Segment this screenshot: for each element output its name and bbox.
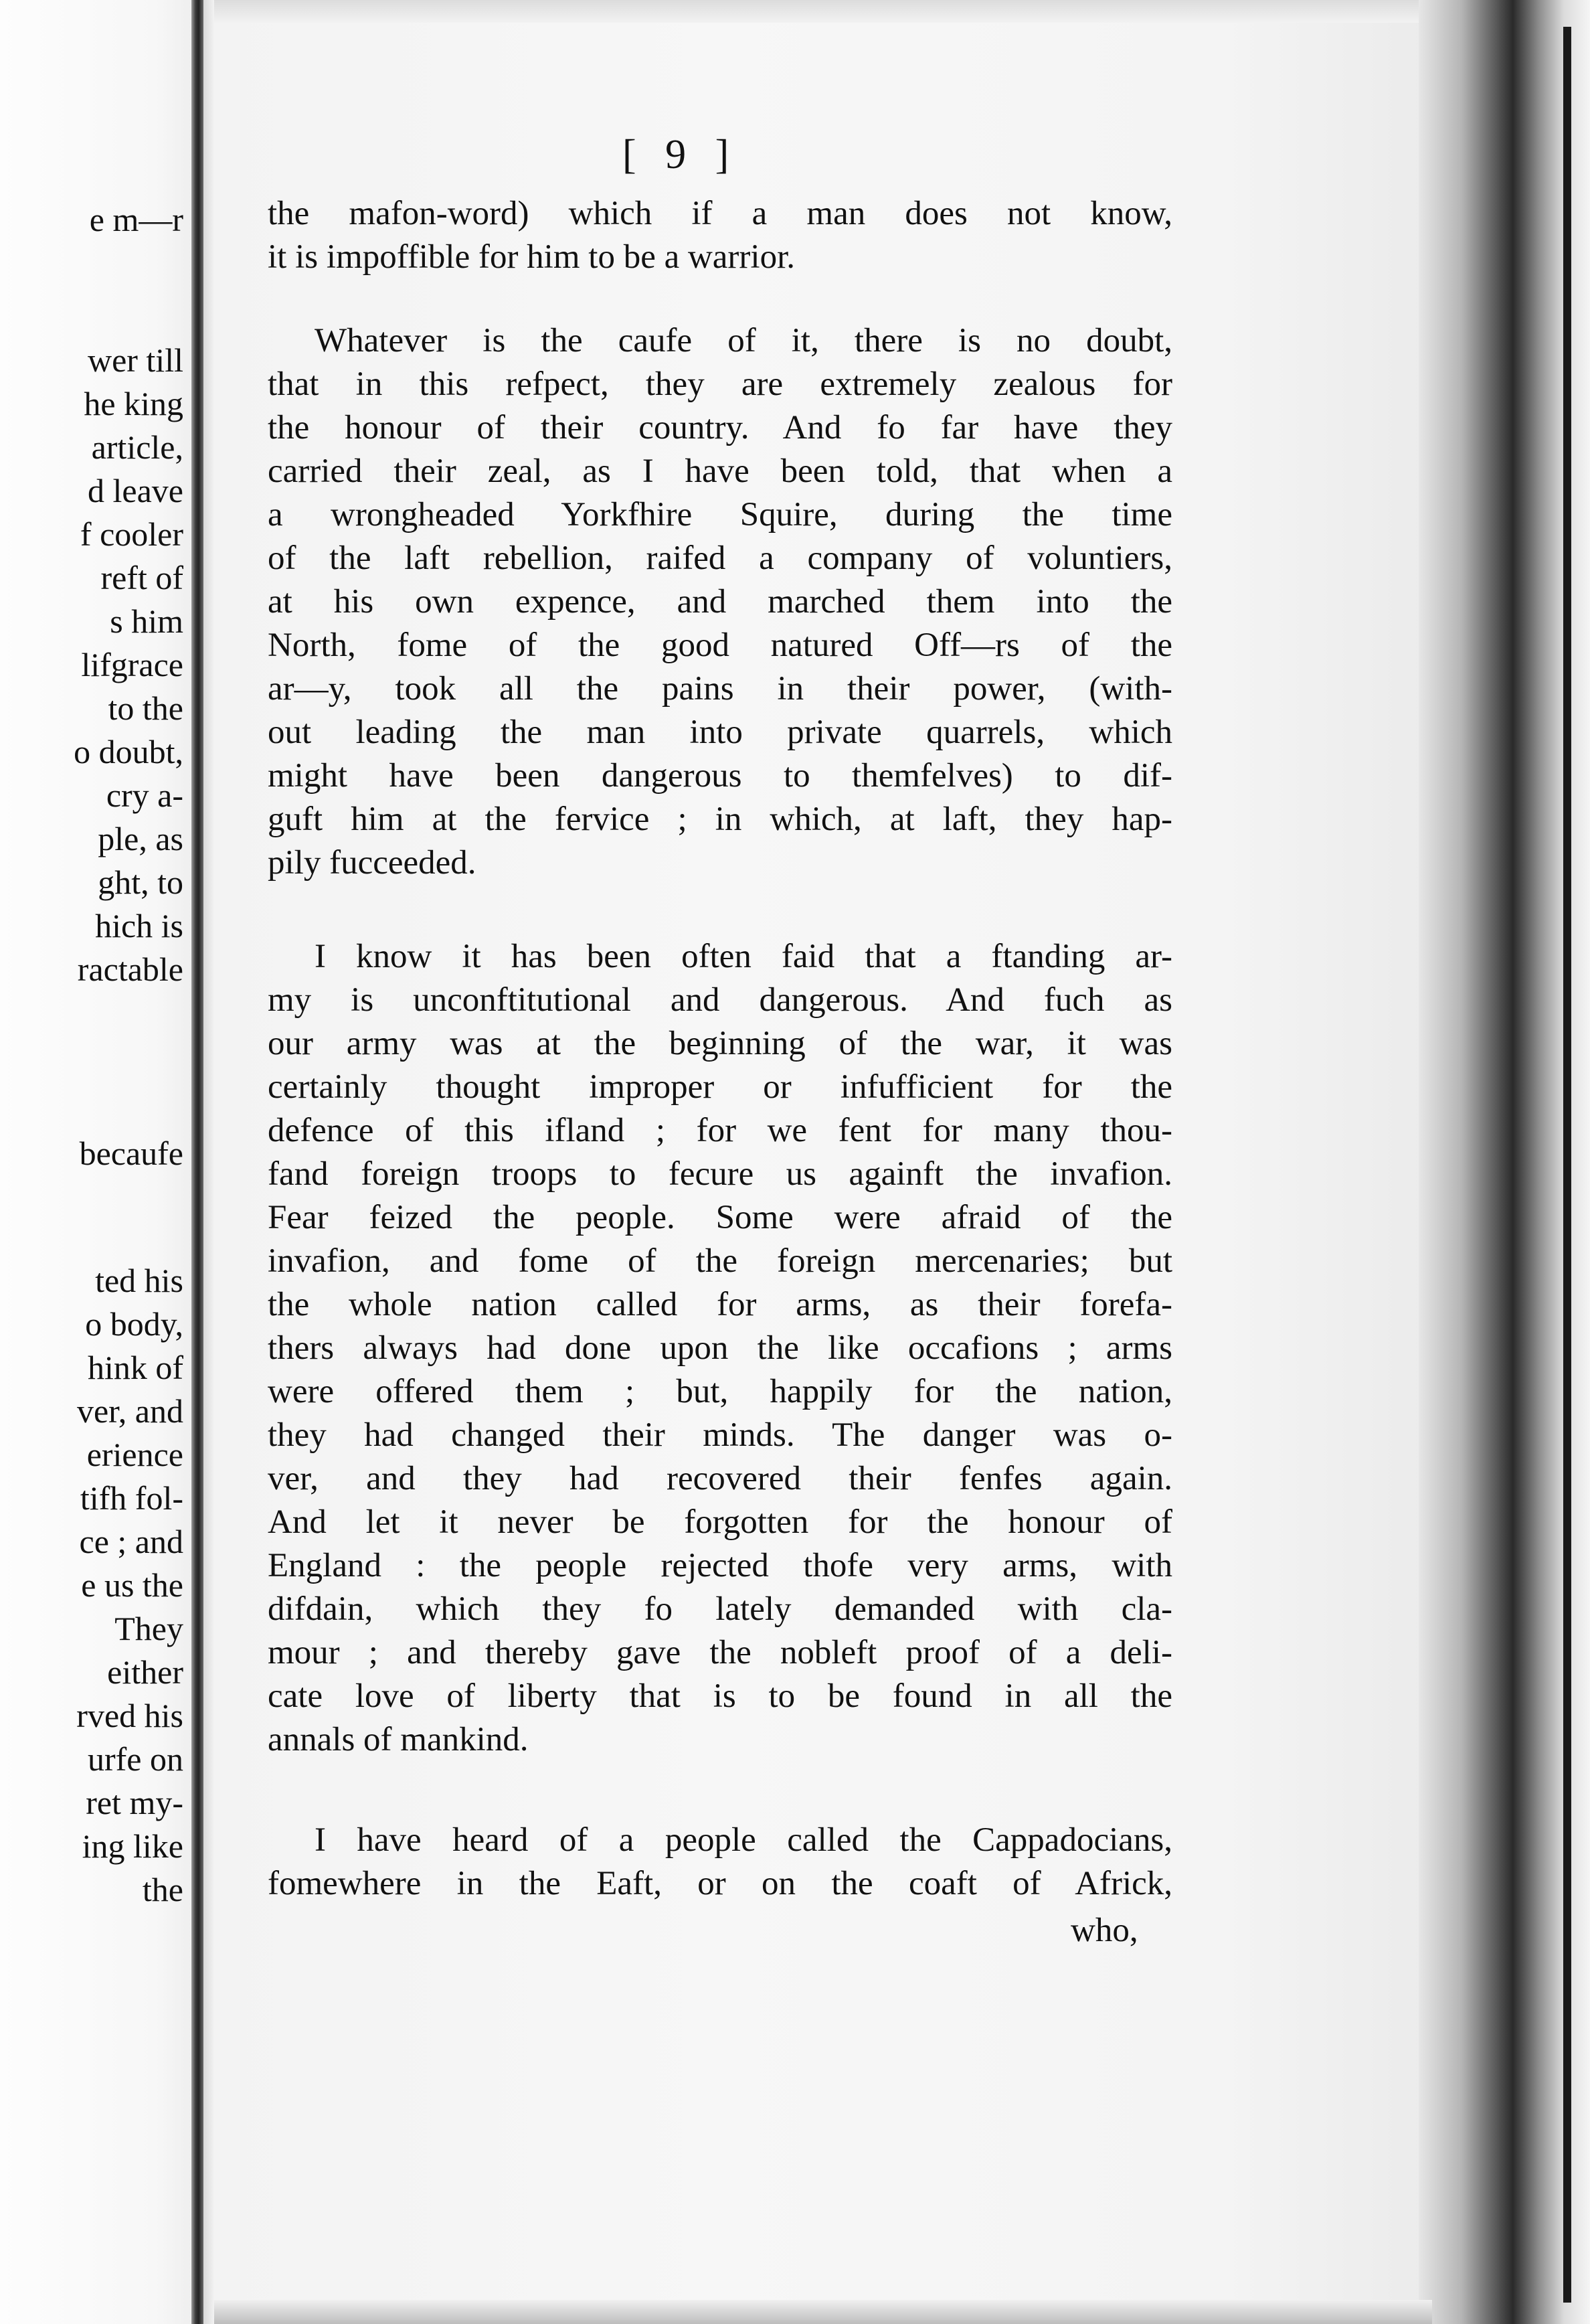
page-bottom-shadow	[214, 2300, 1432, 2324]
left-page-fragment: reft of	[100, 559, 183, 596]
left-page-fragment: o body,	[85, 1305, 183, 1343]
text-line: difdain, which they fo lately demanded with cla-	[268, 1590, 1172, 1628]
left-page-fragment: ght, to	[98, 863, 183, 901]
left-facing-page	[0, 0, 195, 2324]
text-line: annals of mankind.	[268, 1721, 529, 1758]
text-line: our army was at the beginning of the war, it was	[268, 1025, 1172, 1062]
text-line: I have heard of a people called the Cappadocians,	[315, 1821, 1172, 1859]
binding-shadow	[191, 0, 203, 2324]
left-page-fragment: s him	[110, 602, 183, 640]
text-line: ar—y, took all the pains in their power, (with-	[268, 670, 1172, 708]
left-page-fragment: d leave	[88, 472, 183, 509]
left-page-fragment: to the	[108, 689, 183, 727]
left-page-fragment: hich is	[95, 907, 183, 944]
text-line: fomewhere in the Eaft, or on the coaft of Africk,	[268, 1865, 1172, 1902]
text-line: they had changed their minds. The danger was o-	[268, 1416, 1172, 1454]
left-page-fragment: tifh fol-	[80, 1479, 183, 1517]
left-page-fragment: urfe on	[88, 1740, 183, 1778]
left-page-fragment: e us the	[81, 1566, 183, 1604]
left-page-fragment: ret my-	[86, 1784, 183, 1821]
page-top-shadow	[214, 0, 1419, 23]
text-line: carried their zeal, as I have been told, that when a	[268, 452, 1172, 490]
text-line: certainly thought improper or infufficient for the	[268, 1068, 1172, 1106]
text-line: cate love of liberty that is to be found in all the	[268, 1677, 1172, 1715]
text-line: Whatever is the caufe of it, there is no doubt,	[315, 322, 1172, 359]
left-page-fragment: wer till	[87, 341, 183, 379]
left-page-fragment: ted his	[95, 1262, 183, 1299]
left-page-fragment: becaufe	[79, 1135, 183, 1172]
text-line: a wrongheaded Yorkfhire Squire, during the time	[268, 496, 1172, 533]
text-line: it is impoffible for him to be a warrior.	[268, 238, 795, 276]
text-line: might have been dangerous to themfelves) to dif-	[268, 757, 1172, 795]
text-line: pily fucceeded.	[268, 844, 476, 882]
text-line: the honour of their country. And fo far have they	[268, 409, 1172, 446]
text-line: that in this refpect, they are extremely zealous for	[268, 365, 1172, 403]
text-line: North, fome of the good natured Off—rs of the	[268, 627, 1172, 664]
left-page-fragment: lifgrace	[81, 646, 183, 683]
left-page-fragment: article,	[91, 428, 183, 466]
left-page-fragment: e m—r	[89, 201, 183, 238]
text-line: fand foreign troops to fecure us againft the invafion.	[268, 1155, 1172, 1193]
left-page-fragment: ce ; and	[79, 1523, 183, 1560]
catchword: who,	[1071, 1912, 1138, 1949]
text-line: out leading the man into private quarrels, which	[268, 714, 1172, 751]
left-page-fragment: rved his	[76, 1697, 183, 1734]
left-page-fragment: the	[142, 1871, 183, 1908]
gutter	[203, 0, 214, 2324]
text-line: Fear feized the people. Some were afraid of the	[268, 1199, 1172, 1236]
text-line: And let it never be forgotten for the honour of	[268, 1503, 1172, 1541]
left-page-fragment: either	[107, 1653, 183, 1691]
text-line: of the laft rebellion, raifed a company of voluntiers,	[268, 540, 1172, 577]
text-line: at his own expence, and marched them into the	[268, 583, 1172, 620]
text-line: the whole nation called for arms, as their forefa-	[268, 1286, 1172, 1323]
left-page-fragment: ple, as	[98, 820, 183, 857]
text-line: I know it has been often faid that a ftanding ar-	[315, 938, 1172, 975]
left-page-fragment: erience	[86, 1436, 183, 1473]
text-line: my is unconftitutional and dangerous. And fuch as	[268, 981, 1172, 1019]
text-line: thers always had done upon the like occafions ; arms	[268, 1329, 1172, 1367]
text-line: ver, and they had recovered their fenfes again.	[268, 1460, 1172, 1497]
text-line: the mafon-word) which if a man does not know,	[268, 195, 1172, 232]
left-page-fragment: f cooler	[80, 515, 183, 553]
page-edge-strip	[1563, 27, 1571, 2303]
text-line: defence of this ifland ; for we fent for many thou-	[268, 1112, 1172, 1149]
left-page-fragment: They	[114, 1610, 183, 1647]
text-line: invafion, and fome of the foreign mercenaries; but	[268, 1242, 1172, 1280]
left-page-fragment: ing like	[82, 1827, 183, 1865]
left-page-fragment: hink of	[87, 1349, 183, 1386]
left-page-fragment: ractable	[77, 950, 183, 988]
text-line: were offered them ; but, happily for the nation,	[268, 1373, 1172, 1410]
left-page-fragment: he king	[84, 385, 183, 422]
left-page-fragment: o doubt,	[74, 733, 183, 770]
text-line: mour ; and thereby gave the nobleft proof of a deli-	[268, 1634, 1172, 1671]
page-number: [ 9 ]	[622, 132, 739, 177]
left-page-fragment: ver, and	[76, 1392, 183, 1430]
left-page-fragment: cry a-	[106, 776, 183, 814]
text-line: guft him at the fervice ; in which, at laft, they hap-	[268, 801, 1172, 838]
text-line: England : the people rejected thofe very arms, with	[268, 1547, 1172, 1584]
